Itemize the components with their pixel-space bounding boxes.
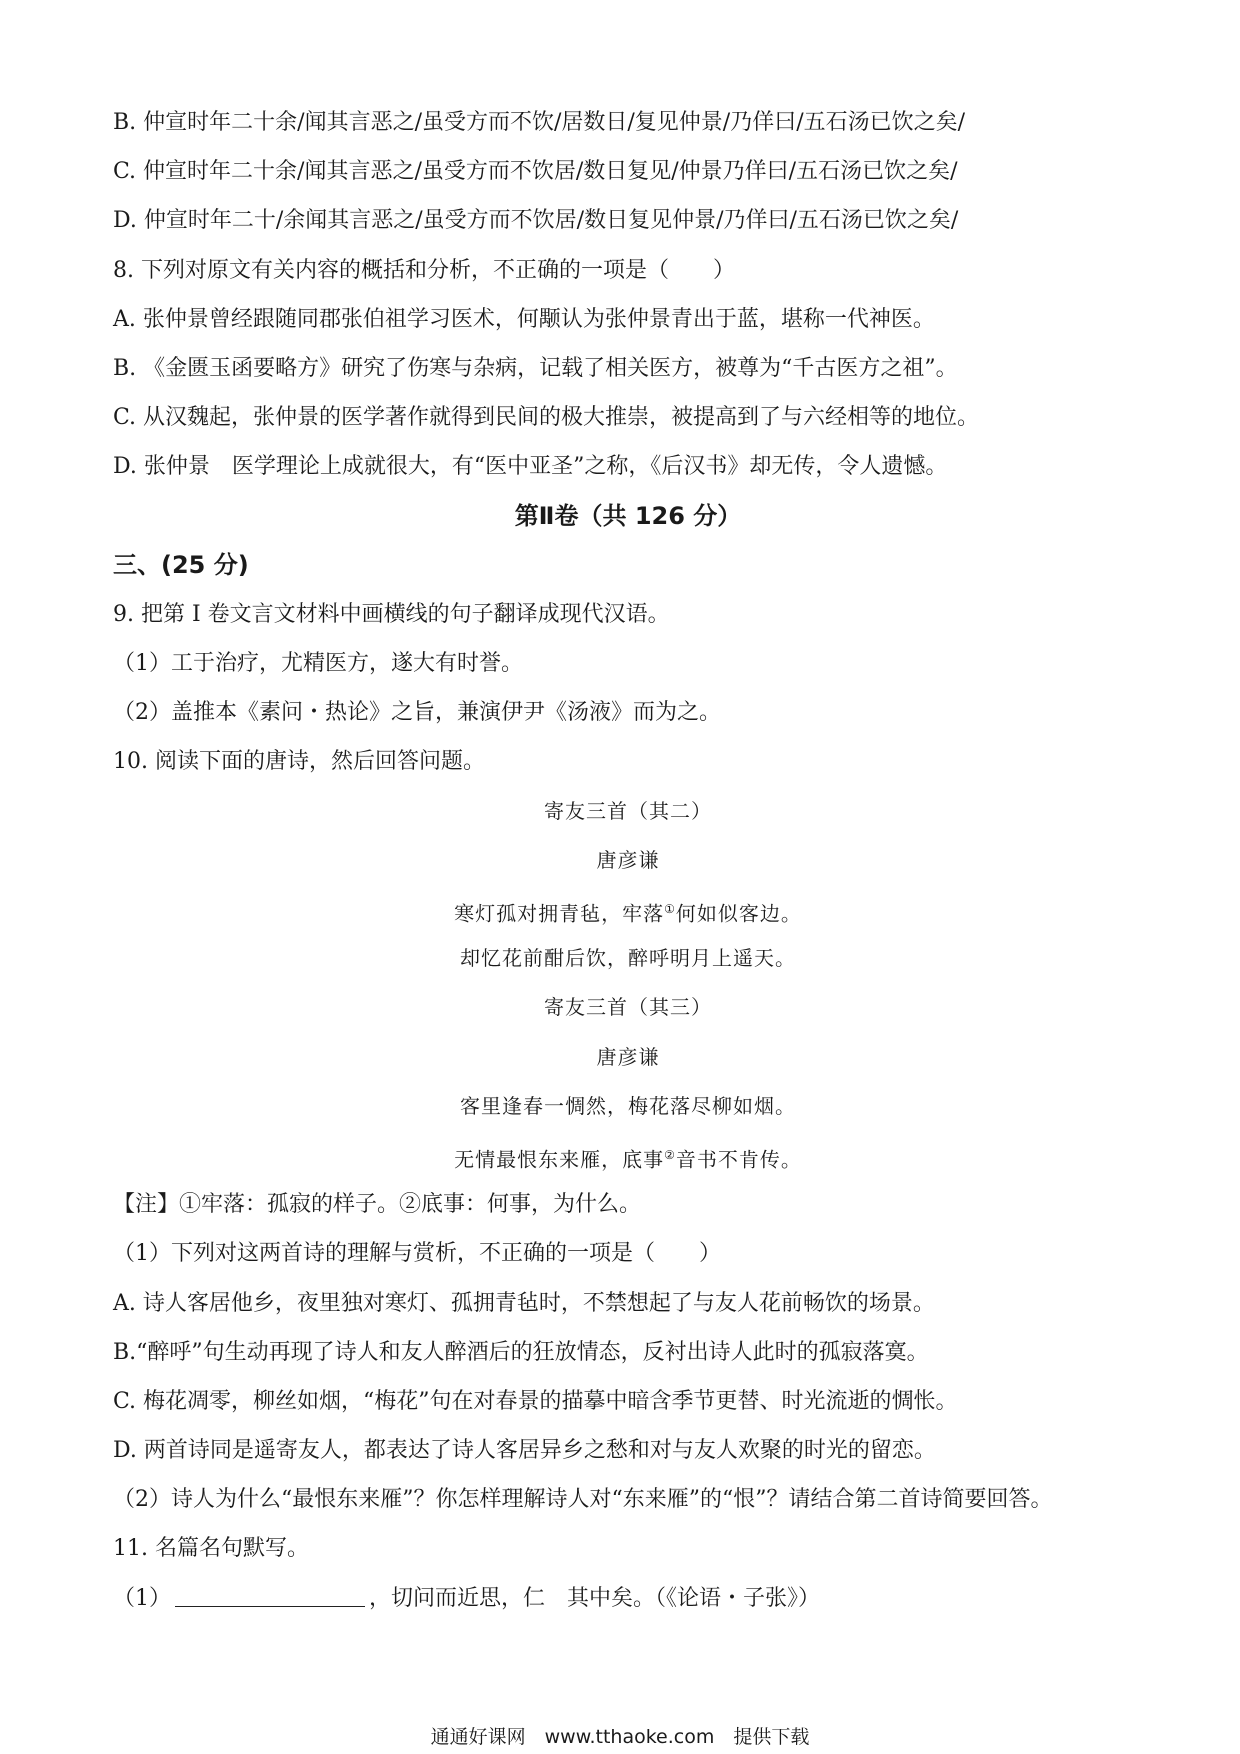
q10-stem: 10. 阅读下面的唐诗，然后回答问题。 xyxy=(113,749,485,775)
poem2-title: 寄友三首（其三） xyxy=(544,995,712,1020)
footnote-marker-1: ① xyxy=(664,902,676,916)
q10-sub1-option-a: A. 诗人客居他乡，夜里独对寒灯、孤拥青毡时，不禁想起了与友人花前畅饮的场景。 xyxy=(113,1290,935,1316)
q9-item-2: （2）盖推本《素问・热论》之旨，兼演伊尹《汤液》而为之。 xyxy=(113,700,721,726)
footnote-marker-2: ② xyxy=(664,1147,676,1162)
q11-stem: 11. 名篇名句默写。 xyxy=(113,1536,309,1562)
q8-option-d: D. 张仲景 医学理论上成就很大，有“医中亚圣”之称，《后汉书》却无传，令人遗憾。 xyxy=(113,454,948,480)
q11-item-1-prefix: （1） xyxy=(113,1585,171,1611)
poem-note: 【注】①牢落：孤寂的样子。②底事：何事，为什么。 xyxy=(113,1192,642,1218)
q7-option-d: D. 仲宣时年二十/余闻其言恶之/虽受方而不饮居/数日复见仲景/乃佯曰/五石汤已饮之矣/ xyxy=(113,208,959,234)
poem1-title: 寄友三首（其二） xyxy=(544,798,712,823)
q8-stem: 8. 下列对原文有关内容的概括和分析，不正确的一项是（ ） xyxy=(113,257,735,283)
q7-option-b: B. 仲宣时年二十余/闻其言恶之/虽受方而不饮/居数日/复见仲景/乃佯曰/五石汤已饮之矣/ xyxy=(113,110,966,135)
poem2-author: 唐彦谦 xyxy=(596,1044,660,1069)
poem1-line-1-b: 何如似客边。 xyxy=(675,901,802,926)
poem2-line-2-b: 音书不肯传。 xyxy=(675,1147,802,1172)
q10-sub1-option-b: B.“醉呼”句生动再现了诗人和友人醉酒后的狂放情态，反衬出诗人此时的孤寂落寞。 xyxy=(113,1339,929,1365)
document-content xyxy=(113,98,1143,1623)
q10-sub1-option-d: D. 两首诗同是遥寄友人，都表达了诗人客居异乡之愁和对与友人欢聚的时光的留恋。 xyxy=(113,1438,936,1464)
q7-option-c: C. 仲宣时年二十余/闻其言恶之/虽受方而不饮居/数日复见/仲景乃佯曰/五石汤已饮之矣/ xyxy=(113,159,958,185)
part2-title: 第Ⅱ卷（共 126 分） xyxy=(514,501,742,530)
poem1-line-1 xyxy=(113,885,1143,934)
answer-blank[interactable] xyxy=(175,1586,365,1607)
poem2-line-2 xyxy=(113,1131,1143,1180)
poem1-line-1-a: 寒灯孤对拥青毡，牢落 xyxy=(454,901,665,926)
q9-item-1: （1）工于治疗，尤精医方，遂大有时誉。 xyxy=(113,651,523,677)
q10-sub1-stem: （1）下列对这两首诗的理解与赏析，不正确的一项是（ ） xyxy=(113,1241,721,1267)
q11-item-1-suffix: ，切问而近思，仁 其中矣。（《论语・子张》） xyxy=(369,1585,821,1611)
q8-option-c: C. 从汉魏起，张仲景的医学著作就得到民间的极大推崇，被提高到了与六经相等的地位。 xyxy=(113,405,980,431)
q8-option-b: B. 《金匮玉函要略方》研究了伤寒与杂病，记载了相关医方，被尊为“千古医方之祖”。 xyxy=(113,355,958,381)
section3-title: 三、(25 分) xyxy=(113,550,249,579)
q9-stem: 9. 把第 I 卷文言文材料中画横线的句子翻译成现代汉语。 xyxy=(113,601,670,627)
poem2-line-2-a: 无情最恨东来雁，底事 xyxy=(454,1147,665,1172)
poem2-line-1: 客里逢春一惆然，梅花落尽柳如烟。 xyxy=(460,1093,796,1118)
poem1-line-2: 却忆花前酣后饮，醉呼明月上遥天。 xyxy=(460,946,796,971)
q11-item-1 xyxy=(113,1574,1143,1623)
q10-sub1-option-c: C. 梅花凋零，柳丝如烟，“梅花”句在对春景的描摹中暗含季节更替、时光流逝的惆怅。 xyxy=(113,1388,958,1414)
page-footer: 通通好课网 www.tthaoke.com 提供下载 xyxy=(430,1726,810,1748)
q8-option-a: A. 张仲景曾经跟随同郡张伯祖学习医术，何颙认为张仲景青出于蓝，堪称一代神医。 xyxy=(113,306,935,332)
poem1-author: 唐彦谦 xyxy=(596,847,660,872)
q10-sub2: （2）诗人为什么“最恨东来雁”？你怎样理解诗人对“东来雁”的“恨”？请结合第二首诗简要回答。 xyxy=(113,1487,1053,1513)
